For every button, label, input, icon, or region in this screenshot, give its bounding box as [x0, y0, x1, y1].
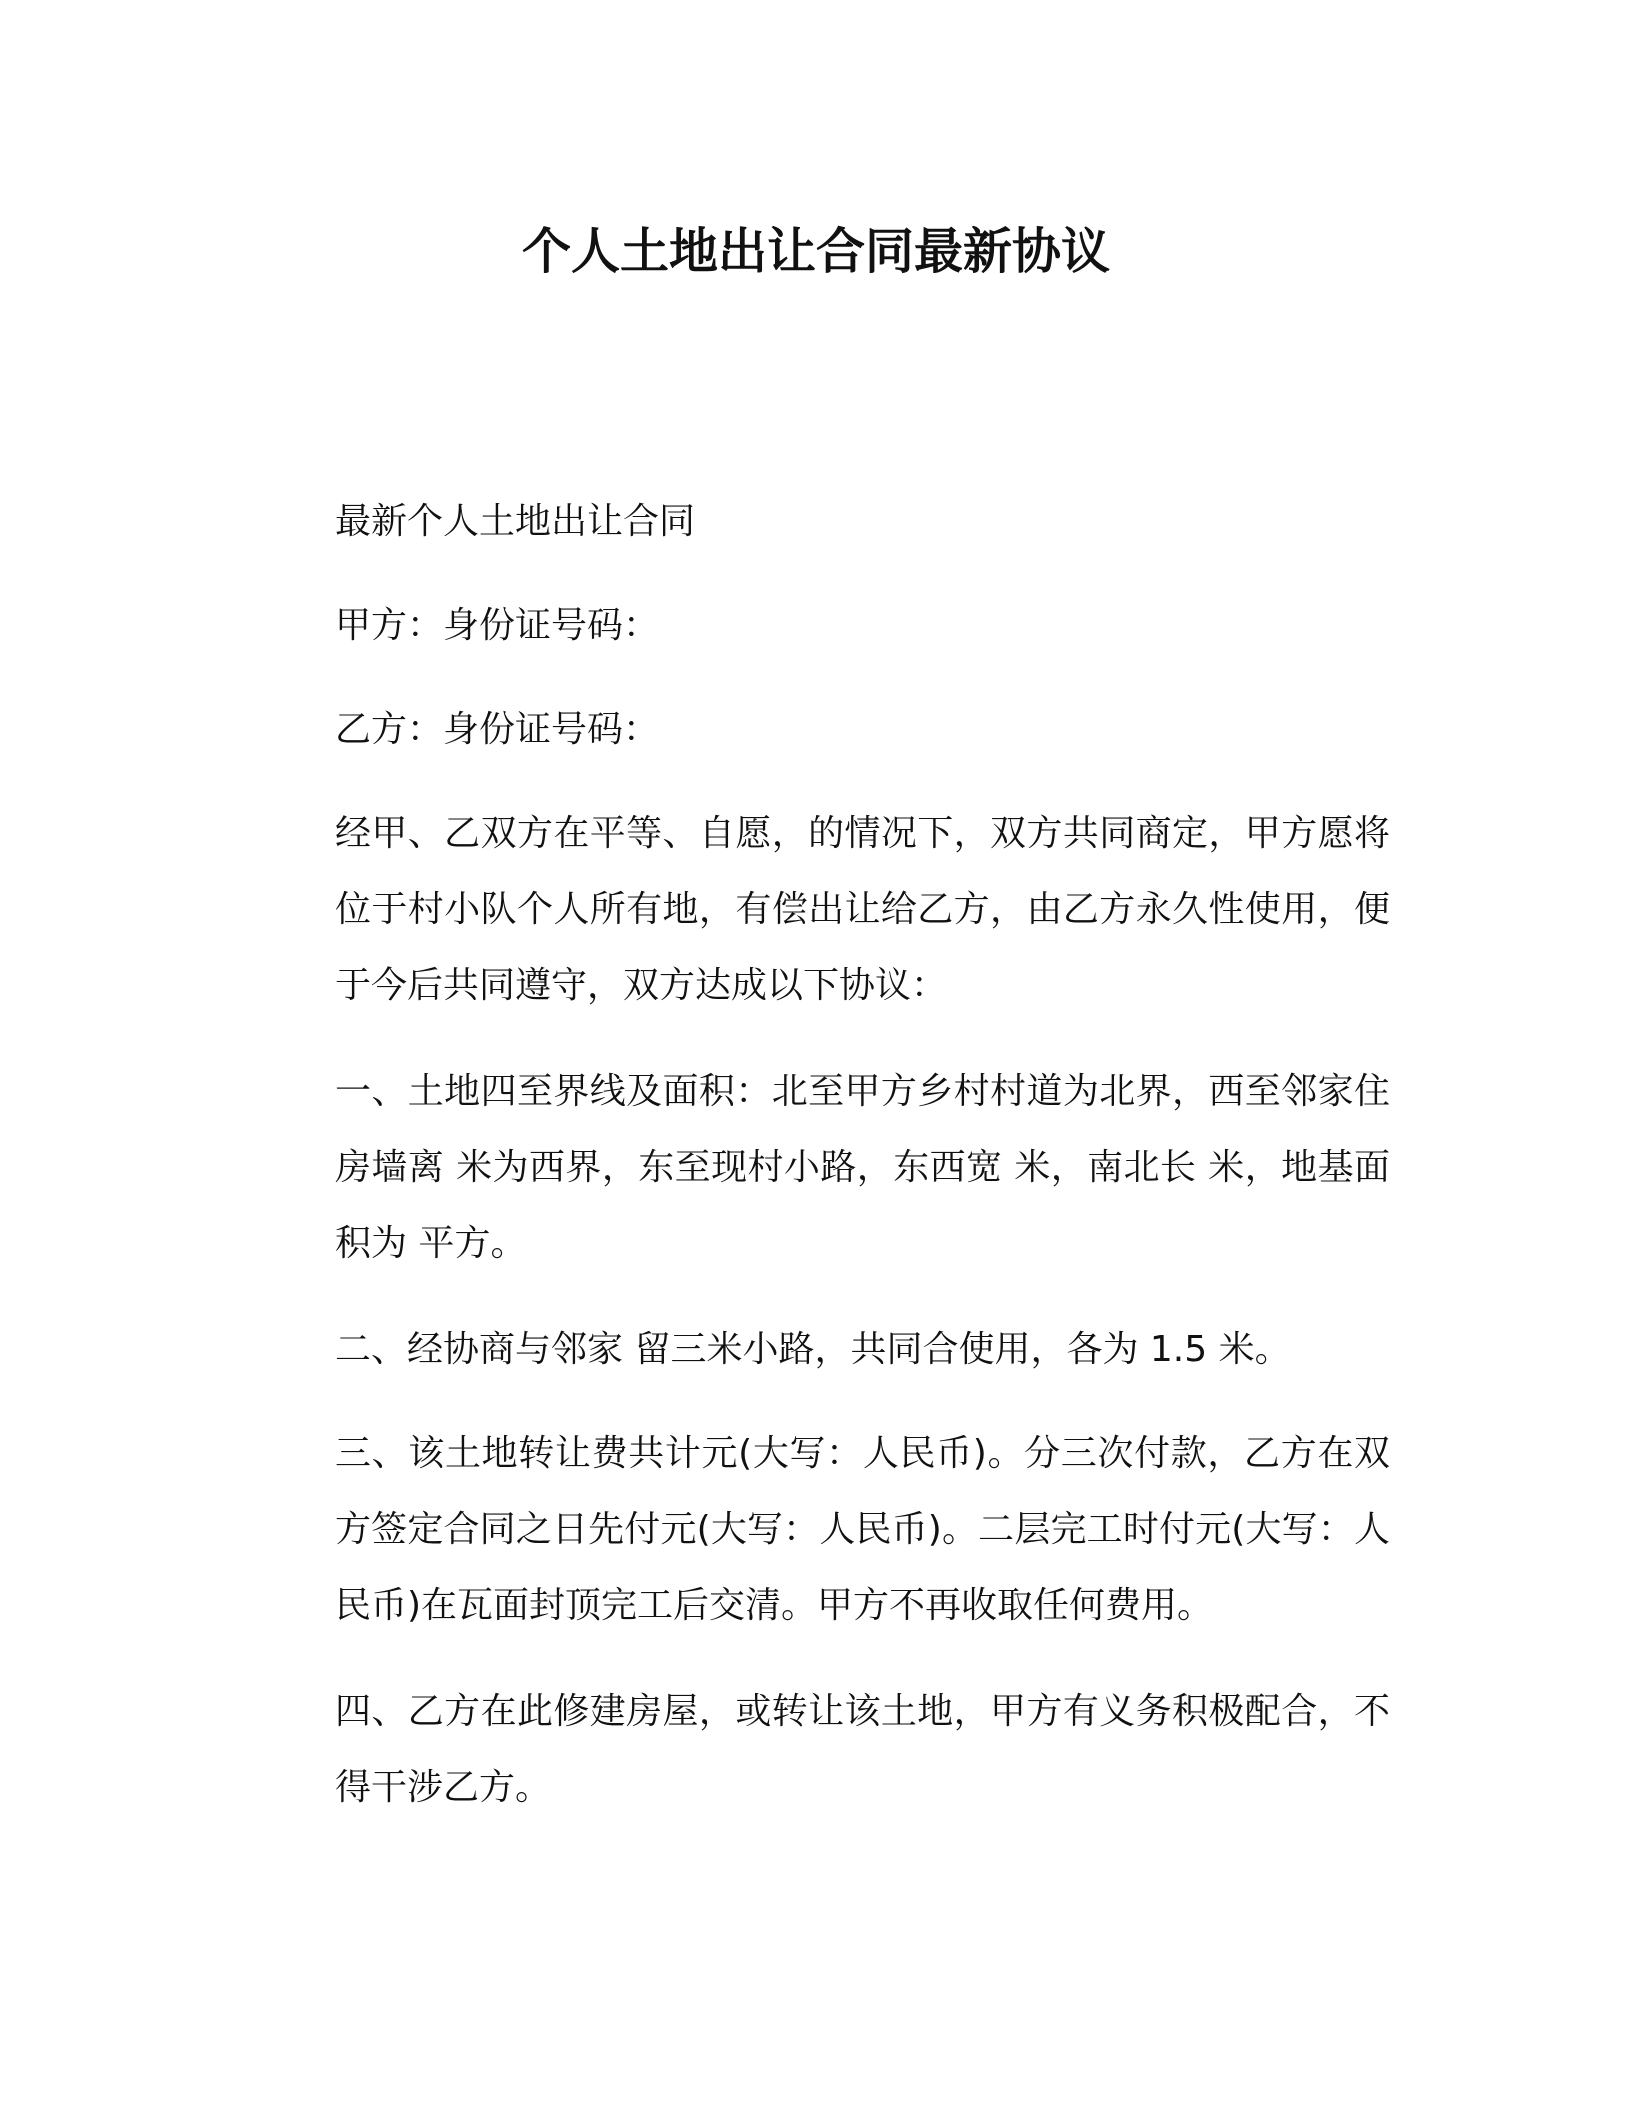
clause-3-paragraph: 三、该土地转让费共计元(大写：人民币)。分三次付款，乙方在双方签定合同之日先付元(大写：人民币)。二层完工时付元(大写：人民币)在瓦面封顶完工后交清。甲方不再收取任何费用。	[335, 1433, 1390, 1626]
clause-4-paragraph: 四、乙方在此修建房屋，或转让该土地，甲方有义务积极配合，不得干涉乙方。	[335, 1691, 1390, 1808]
clause-2-paragraph: 二、经协商与邻家 留三米小路，共同合使用，各为 1.5 米。	[335, 1329, 1291, 1370]
intro-paragraph: 经甲、乙双方在平等、自愿，的情况下，双方共同商定，甲方愿将位于村小队个人所有地，有偿出让给乙方，由乙方永久性使用，便于今后共同遵守，双方达成以下协议：	[335, 813, 1390, 1006]
contract-subtitle: 最新个人土地出让合同	[335, 501, 696, 542]
party-a-line: 甲方：身份证号码：	[335, 605, 660, 646]
party-b-line: 乙方：身份证号码：	[335, 709, 660, 750]
document-title: 个人土地出让合同最新协议	[521, 223, 1110, 280]
clause-1-paragraph: 一、土地四至界线及面积：北至甲方乡村村道为北界，西至邻家住房墙离 米为西界，东至现村小路，东西宽 米，南北长 米，地基面积为 平方。	[335, 1071, 1390, 1264]
